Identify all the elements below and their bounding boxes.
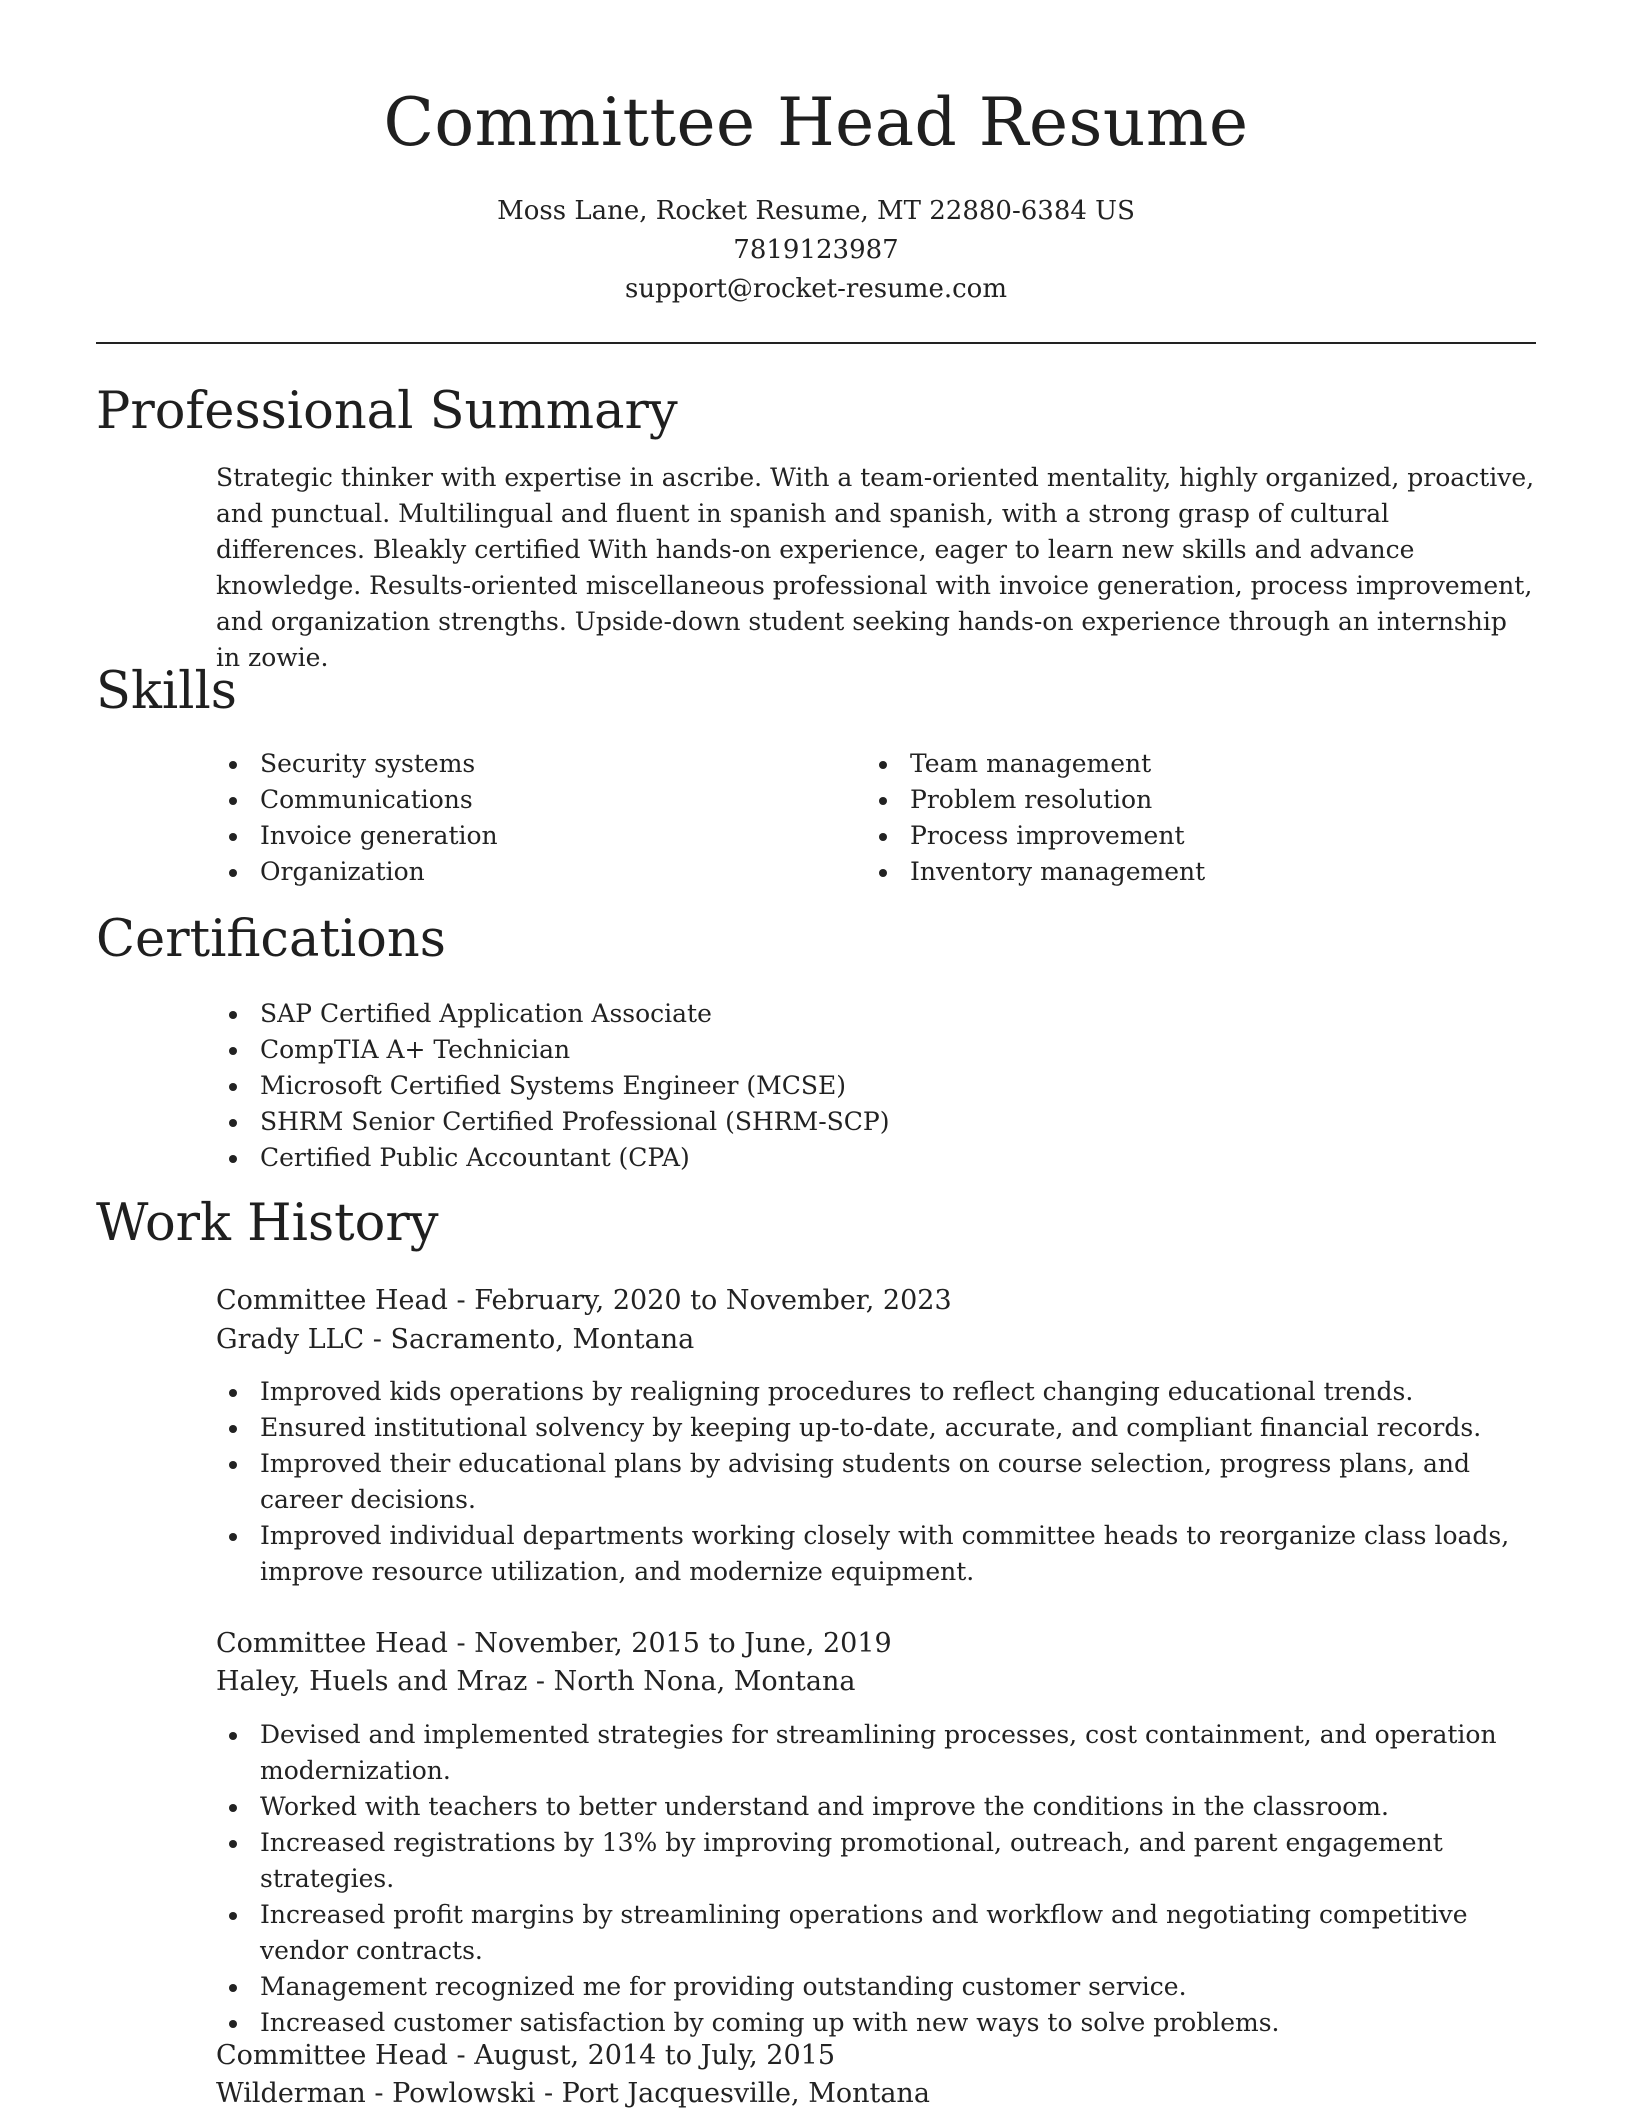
contact-address: Moss Lane, Rocket Resume, MT 22880-6384 US <box>497 196 1135 226</box>
certification-item: Certified Public Accountant (CPA) <box>216 1140 1416 1176</box>
job-bullet: Increased customer satisfaction by coming up with new ways to solve problems. <box>216 2005 1536 2041</box>
skill-item: Security systems <box>216 746 816 782</box>
contact-block <box>0 192 1632 309</box>
job-company-line: Haley, Huels and Mraz - North Nona, Montana <box>216 1666 856 1697</box>
header-divider <box>96 342 1536 344</box>
summary-heading: Professional Summary <box>96 382 678 441</box>
job-bullet: Ensured institutional solvency by keeping up-to-date, accurate, and compliant financial records. <box>216 1410 1536 1446</box>
skills-list-right <box>866 746 1506 890</box>
job-bullets <box>216 1717 1536 2041</box>
certification-item: CompTIA A+ Technician <box>216 1032 1416 1068</box>
job-bullet: Worked with teachers to better understand and improve the conditions in the classroom. <box>216 1789 1536 1825</box>
job-bullet: Devised and implemented strategies for streamlining processes, cost containment, and operation modernization. <box>216 1717 1536 1789</box>
skill-item: Team management <box>866 746 1506 782</box>
job-bullet: Increased profit margins by streamlining operations and workflow and negotiating competitive vendor contracts. <box>216 1897 1536 1969</box>
skills-list-left <box>216 746 816 890</box>
job-company-line: Wilderman - Powlowski - Port Jacquesville, Montana <box>216 2078 930 2109</box>
job-bullet: Management recognized me for providing outstanding customer service. <box>216 1969 1536 2005</box>
certifications-heading: Certifications <box>96 910 446 969</box>
job-title-line: Committee Head - November, 2015 to June, 2019 <box>216 1628 892 1659</box>
skill-item: Communications <box>216 782 816 818</box>
certification-item: Microsoft Certified Systems Engineer (MCSE) <box>216 1068 1416 1104</box>
job-bullet: Increased registrations by 13% by improving promotional, outreach, and parent engagement strategies. <box>216 1825 1536 1897</box>
job-title-line: Committee Head - February, 2020 to November, 2023 <box>216 1285 952 1316</box>
skill-item: Problem resolution <box>866 782 1506 818</box>
certifications-list <box>216 996 1416 1176</box>
job-bullet: Improved individual departments working closely with committee heads to reorganize class loads, improve resource utilization, and modernize equipment. <box>216 1518 1536 1590</box>
work-history-heading: Work History <box>96 1194 439 1253</box>
job-bullet: Improved kids operations by realigning procedures to reflect changing educational trends. <box>216 1374 1536 1410</box>
job-bullet: Improved their educational plans by advising students on course selection, progress plans, and career decisions. <box>216 1446 1536 1518</box>
skill-item: Invoice generation <box>216 818 816 854</box>
certification-item: SAP Certified Application Associate <box>216 996 1416 1032</box>
job-company-line: Grady LLC - Sacramento, Montana <box>216 1324 695 1355</box>
contact-email: support@rocket-resume.com <box>624 274 1007 304</box>
summary-text: Strategic thinker with expertise in ascribe. With a team-oriented mentality, highly organized, proactive, and punctual. Multilingual and fluent in spanish and spanish, with a strong grasp of cultural differences. Bleakly certified With hands-on experience, eager to learn new skills and advance knowledge. Results-oriented miscellaneous professional with invoice generation, process improvement, and organization strengths. Upside-down student seeking hands-on experience through an internship in zowie. <box>216 463 1535 672</box>
resume-title: Committee Head Resume <box>383 84 1249 161</box>
skill-item: Inventory management <box>866 854 1506 890</box>
contact-phone: 7819123987 <box>733 235 899 265</box>
skills-heading: Skills <box>96 662 237 721</box>
job-title-line: Committee Head - August, 2014 to July, 2015 <box>216 2040 835 2071</box>
job-bullets <box>216 1374 1536 1590</box>
skill-item: Process improvement <box>866 818 1506 854</box>
skill-item: Organization <box>216 854 816 890</box>
certification-item: SHRM Senior Certified Professional (SHRM-SCP) <box>216 1104 1416 1140</box>
